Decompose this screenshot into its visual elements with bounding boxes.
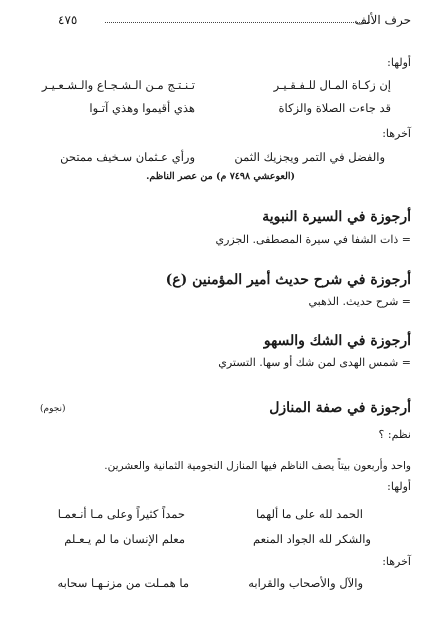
verse-hemistich-right: إن زكـاة المـال للـفـقـيـر bbox=[273, 78, 391, 92]
verse-hemistich-right: الحمد لله على ما ألهما bbox=[256, 507, 363, 521]
verse-hemistich-right: والآل والأصحاب والقرابه bbox=[248, 576, 363, 590]
section-reference: = شمس الهدى لمن شك أو سها. التستري bbox=[218, 356, 411, 369]
verse-hemistich-left: هذي أقيموا وهذي آتـوا bbox=[89, 101, 195, 115]
running-header-title: حرف الألف bbox=[354, 13, 411, 27]
section-title: أرجوزة في السيرة النبوية bbox=[262, 209, 411, 225]
last-lines-label: آخرها: bbox=[382, 555, 411, 568]
verse-hemistich-left: تـنـتـج مـن الـشـجـاع والـشـعـيـر bbox=[41, 78, 195, 92]
author-note: (العوعشي ٧٤٩٨ م) من عصر الناظم. bbox=[146, 171, 295, 182]
subject-tag: (نجوم) bbox=[40, 404, 66, 414]
entry-description: واحد وأربعون بيتاً يصف الناظم فيها المنازل النجومية الثمانية والعشرين. bbox=[104, 460, 411, 472]
verse-hemistich-left: ما همـلت من مزنـهـا سحابه bbox=[57, 576, 189, 590]
verse-hemistich-left: حمداً كثيراً وعلى مـا أنـعمـا bbox=[57, 507, 185, 521]
header-dotted-leader bbox=[105, 12, 370, 23]
verse-hemistich-left: ورأي عـثمان سـخيف ممتحن bbox=[60, 150, 195, 164]
versifier-line: نظم: ؟ bbox=[378, 428, 411, 441]
verse-hemistich-left: معلم الإنسان ما لم يـعـلم bbox=[64, 532, 185, 546]
first-lines-label: أولها: bbox=[387, 56, 411, 69]
verse-hemistich-right: قد جاءت الصلاة والزكاة bbox=[278, 101, 391, 115]
section-title: أرجوزة في الشك والسهو bbox=[263, 333, 411, 349]
verse-hemistich-right: والشكر لله الجواد المنعم bbox=[252, 532, 371, 546]
section-title: أرجوزة في شرح حديث أمير المؤمنين (ع) bbox=[165, 272, 411, 288]
section-reference: = شرح حديث. الذهبي bbox=[308, 295, 411, 308]
section-reference: = ذات الشفا في سيرة المصطفى. الجزري bbox=[215, 233, 411, 246]
last-lines-label: آخرها: bbox=[382, 127, 411, 140]
verse-hemistich-right: والفضل في التمر ويجزيك الثمن bbox=[234, 150, 385, 164]
first-lines-label: أولها: bbox=[387, 480, 411, 493]
page-number: ٤٧٥ bbox=[58, 13, 78, 27]
section-title: أرجوزة في صفة المنازل bbox=[269, 400, 411, 416]
